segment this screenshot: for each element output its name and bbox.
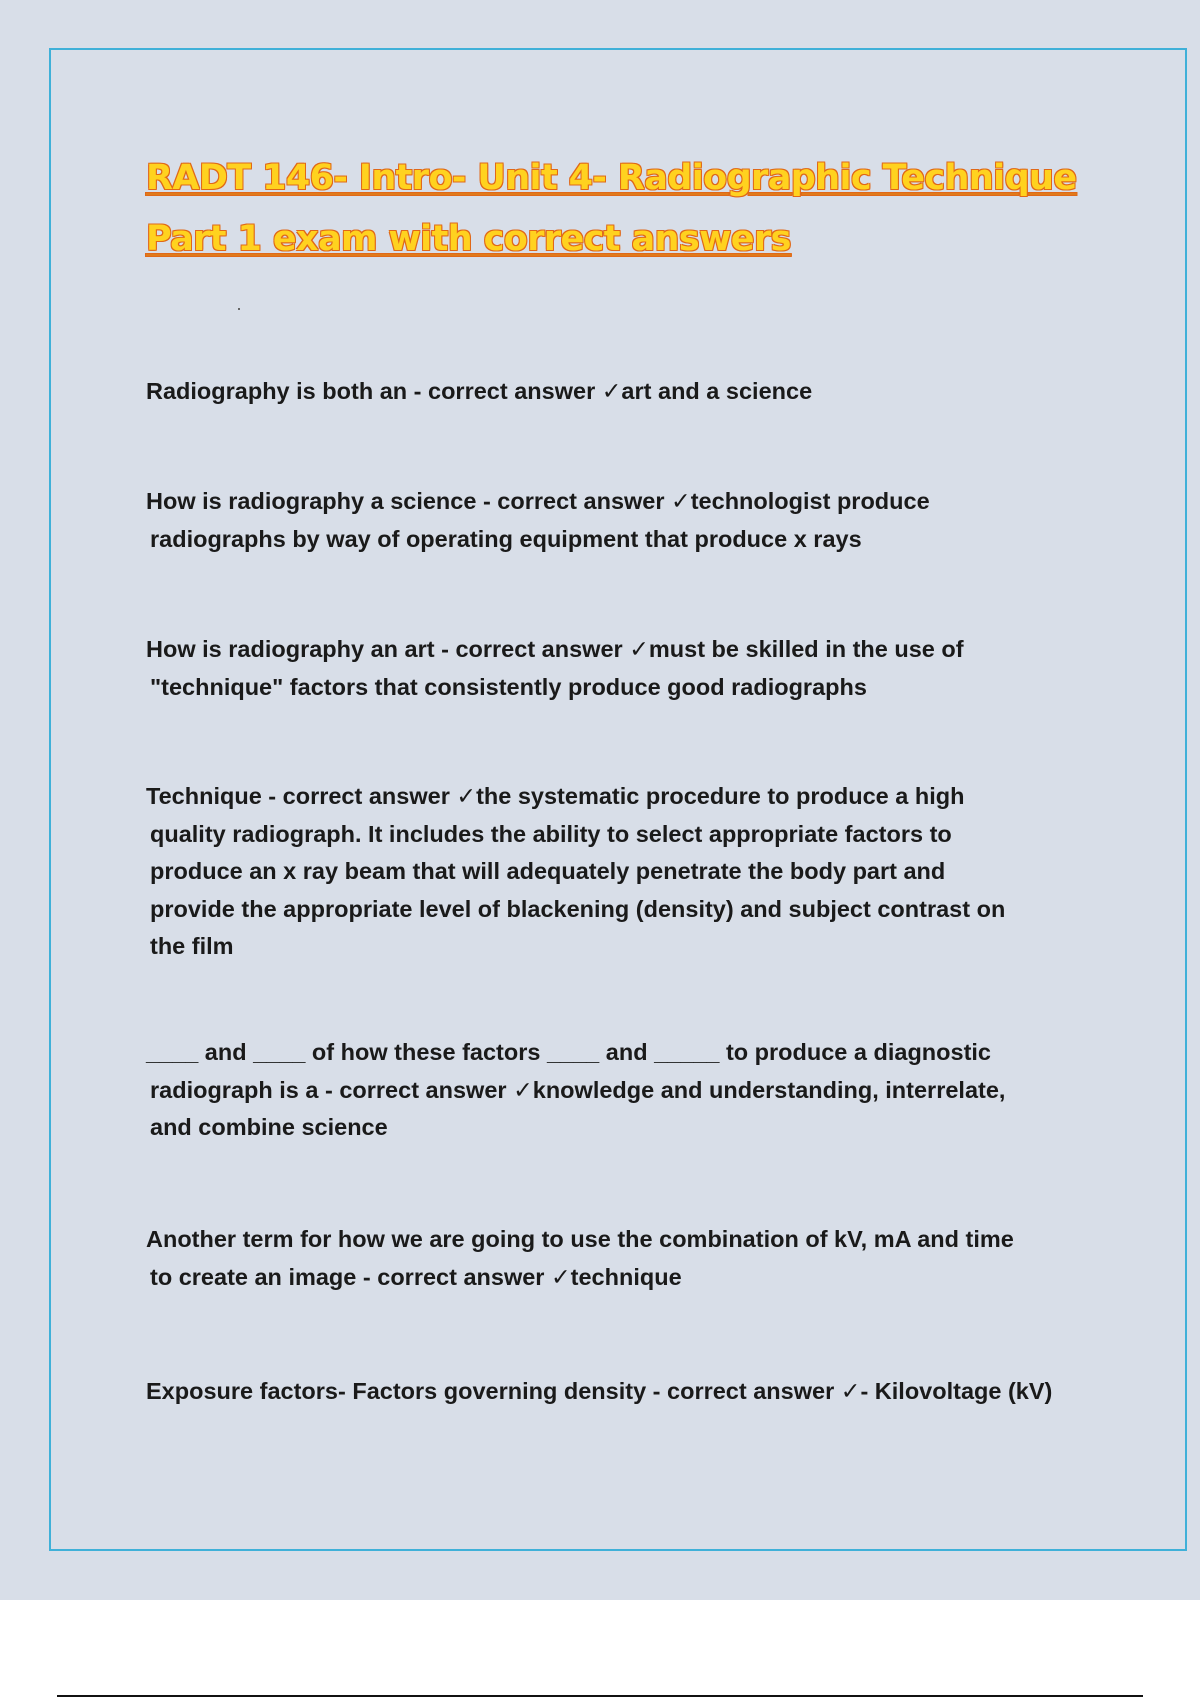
qa-item-5 [146,1034,1086,1147]
qa-item-4-line-2: quality radiograph. It includes the ability to select appropriate factors to [150,820,952,847]
qa-item-4-line-5: the film [150,933,234,959]
qa-item-7 [146,1373,1086,1411]
qa-item-2 [146,483,1086,558]
footer-rule [57,1695,1143,1697]
qa-item-6-line-1: Another term for how we are going to use the combination of kV, mA and time [146,1226,1014,1252]
qa-item-5-line-3: and combine science [150,1114,388,1140]
qa-item-4-line-3: produce an x ray beam that will adequately penetrate the body part and [150,858,946,884]
qa-item-2-line-1: How is radiography a science - correct answer ✓technologist produce [146,488,930,514]
qa-item-3-line-2: "technique" factors that consistently produce good radiographs [150,673,867,700]
qa-item-3 [146,631,1086,706]
qa-item-1 [146,373,1086,411]
qa-item-4-line-4: provide the appropriate level of blackening (density) and subject contrast on [150,895,1006,922]
qa-item-6-line-2: to create an image - correct answer ✓technique [150,1263,682,1290]
qa-item-5-line-1: ____ and ____ of how these factors ____ and _____ to produce a diagnostic [146,1039,992,1065]
qa-item-3-line-1: How is radiography an art - correct answer ✓must be skilled in the use of [146,636,964,662]
qa-item-6 [146,1221,1086,1296]
title-line-1: RADT 146- Intro- Unit 4- Radiographic Technique [146,158,1077,198]
qa-item-4-line-1: Technique - correct answer ✓the systematic procedure to produce a high [146,783,965,809]
qa-item-2-line-2: radiographs by way of operating equipment that produce x rays [150,525,862,552]
qa-item-7-text: Exposure factors- Factors governing density - correct answer ✓- Kilovoltage (kV) [146,1378,1053,1404]
title-line-2: Part 1 exam with correct answers [146,219,791,259]
qa-item-5-line-2: radiograph is a - correct answer ✓knowledge and understanding, interrelate, [150,1076,1006,1103]
document-title [146,148,1106,270]
qa-item-1-text: Radiography is both an - correct answer ✓art and a science [146,378,813,404]
qa-item-4 [146,778,1086,966]
stray-dot [238,308,240,310]
